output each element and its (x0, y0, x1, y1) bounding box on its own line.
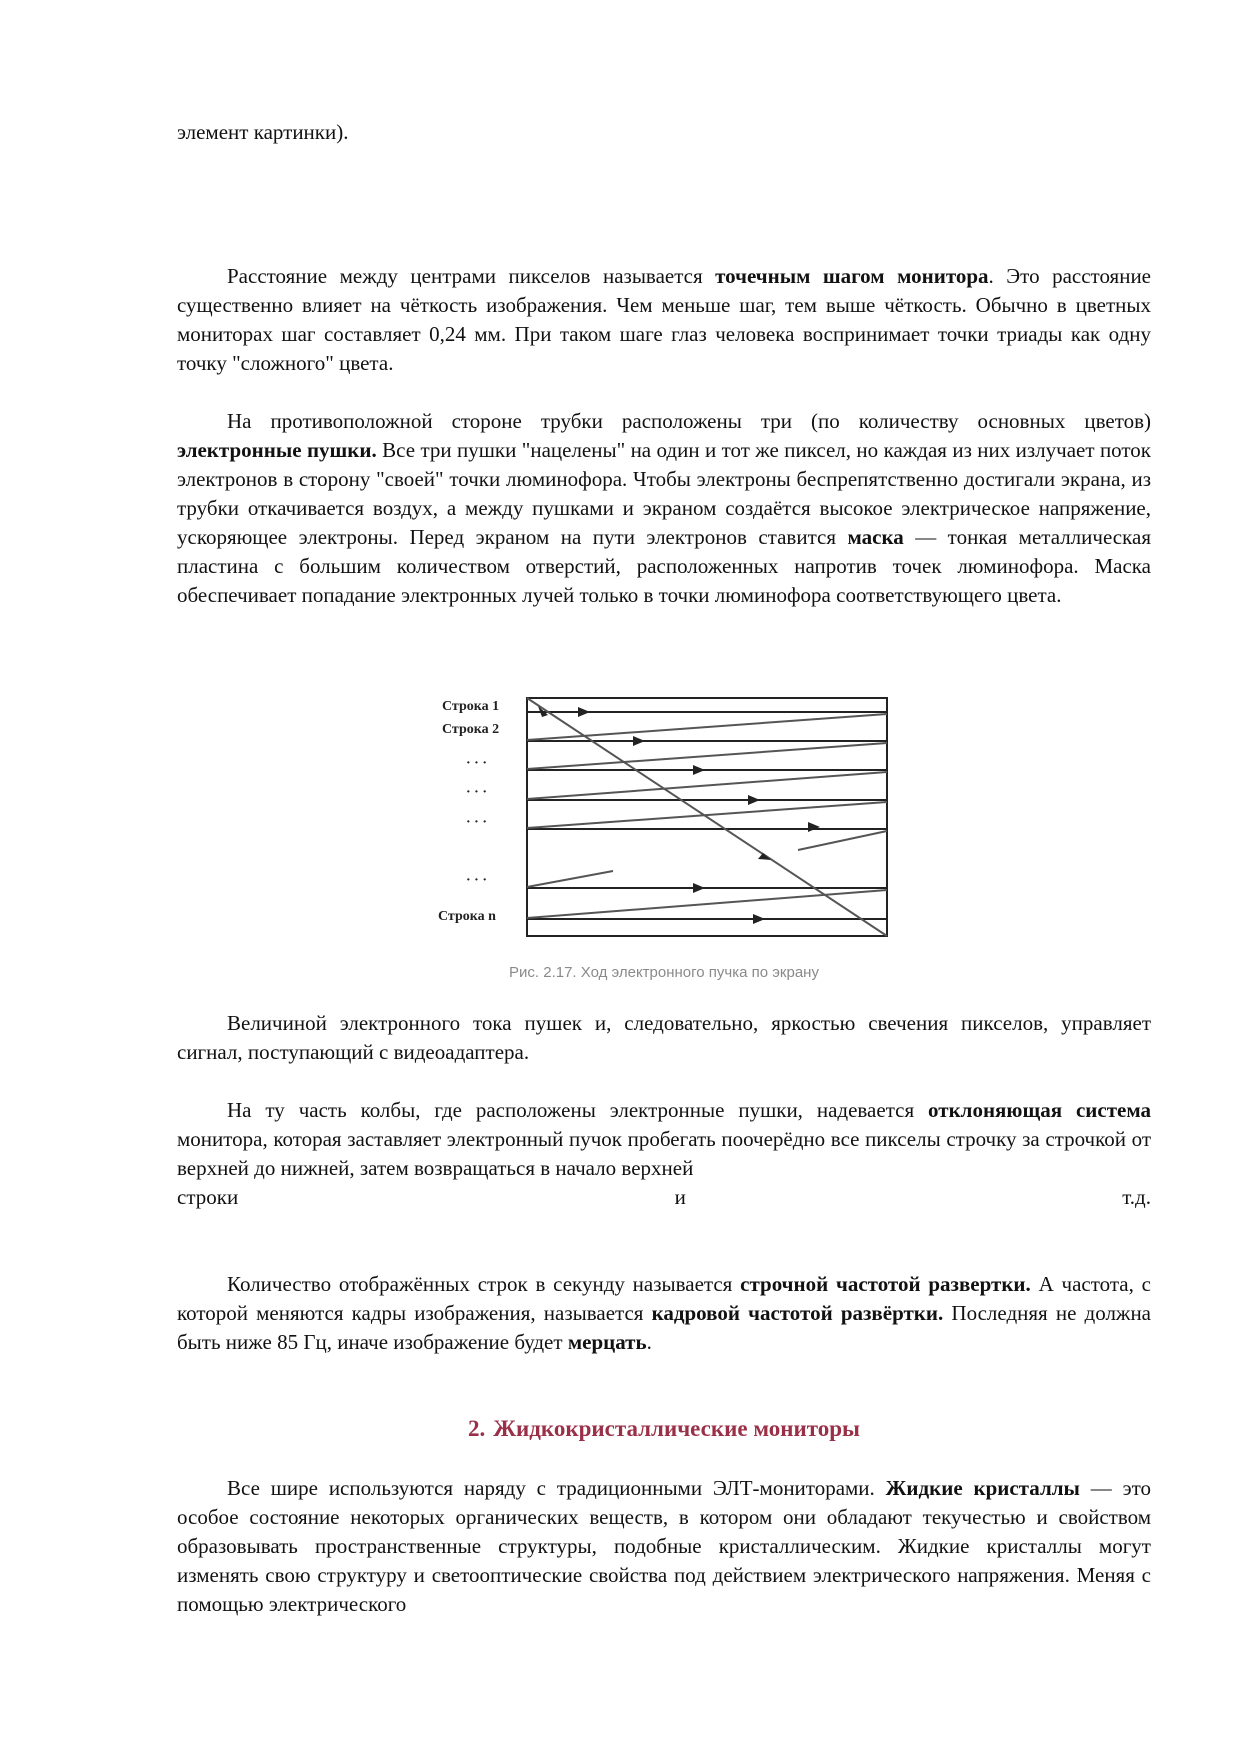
term-electron-guns: электронные пушки. (177, 438, 377, 462)
text-run: — это особое состояние некоторых органических веществ, в котором они обладают текучестью и свойством образовывать пространственные структуры, подобные кристаллическим. Жидкие кристаллы могут изменять свою структуру и светооптические свойства под действием электрического напряжения. Меняя с помощью электрического (177, 1476, 1152, 1616)
text-run: строки (177, 1185, 239, 1209)
retrace-line-6 (527, 871, 613, 887)
section-heading (177, 1414, 1151, 1443)
label-dots-1: · · · (466, 756, 488, 771)
label-row-2: Строка 2 (442, 722, 500, 737)
text-run: и (674, 1185, 686, 1209)
text-run: Последняя не должна быть ниже 85 Гц, иначе изображение будет (177, 1301, 1151, 1354)
retrace-line-3 (527, 772, 887, 799)
paragraph-text (177, 407, 1151, 610)
text-run: На противоположной стороне трубки расположены три (по количеству основных цветов) (227, 409, 1151, 433)
label-dots-4: · · · (466, 873, 488, 888)
term-frame-frequency: кадровой частотой развёртки. (651, 1301, 944, 1325)
paragraph-electron-guns (177, 407, 1151, 610)
arrow-icon (693, 883, 705, 893)
text-run: Все три пушки "нацелены" на один и тот же пиксел, но каждая из них излучает поток электронов в сторону "своей" точки люминофора. Чтобы электроны беспрепятственно достигали экрана, из трубки откачивается воздух, а между пушками и экраном создаётся высокое электрическое напряжение, ускоряющее электроны. Перед экраном на пути электронов ставится (177, 438, 1152, 549)
label-row-1: Строка 1 (442, 699, 500, 714)
retrace-line-7 (527, 890, 887, 918)
fragment-text: элемент картинки). (177, 120, 349, 144)
text-run: монитора, которая заставляет электронный пучок пробегать поочерёдно все пикселы строчку за строчкой от верхней до нижней, затем возвращаться в начало верхней (177, 1127, 1151, 1180)
term-line-frequency: строчной частотой развертки. (740, 1272, 1031, 1296)
frame-return-line (527, 698, 887, 936)
paragraph-text (177, 262, 1151, 378)
term-flicker: мерцать (567, 1330, 647, 1354)
term-mask: маска (847, 525, 904, 549)
arrow-icon (753, 914, 765, 924)
text-run: На ту часть колбы, где расположены электронные пушки, надевается (227, 1098, 929, 1122)
paragraph-last-line (177, 1183, 1151, 1212)
heading-number: 2. (468, 1416, 486, 1441)
text-run: Расстояние между центрами пикселов называется (227, 264, 716, 288)
term-dot-pitch: точечным шагом монитора (715, 264, 989, 288)
paragraph-text (177, 1096, 1151, 1183)
paragraph-liquid-crystals (177, 1474, 1151, 1619)
text-run: А частота, с которой меняются кадры изображения, называется (177, 1272, 1151, 1325)
term-deflection-system: отклоняющая система (928, 1098, 1151, 1122)
arrow-icon (633, 736, 645, 746)
paragraph-deflection-system (177, 1096, 1151, 1212)
arrow-icon (693, 765, 705, 775)
heading-text: Жидкокристаллические мониторы (493, 1416, 860, 1441)
paragraph-text (177, 1474, 1151, 1619)
term-liquid-crystals: Жидкие кристаллы (885, 1476, 1080, 1500)
figure-beam-scan (438, 690, 894, 940)
paragraph-text (177, 1270, 1151, 1357)
arrow-icon (808, 822, 820, 832)
arrow-icon (748, 795, 760, 805)
retrace-line-1 (527, 714, 887, 740)
label-dots-3: · · · (466, 815, 488, 830)
text-run: Количество отображённых строк в секунду называется (227, 1272, 741, 1296)
paragraph-beam-current (177, 1009, 1151, 1067)
label-row-n: Строка n (438, 909, 496, 924)
paragraph-dot-pitch (177, 262, 1151, 378)
paragraph-scan-frequency (177, 1270, 1151, 1357)
retrace-line-2 (527, 743, 887, 769)
label-dots-2: · · · (466, 785, 488, 800)
figure-caption: Рис. 2.17. Ход электронного пучка по экрану (509, 964, 819, 981)
arrow-icon (578, 707, 590, 717)
text-run: Все шире используются наряду с традиционными ЭЛТ-мониторами. (227, 1476, 886, 1500)
top-fragment (177, 118, 1151, 147)
text-run: — тонкая металлическая пластина с большим количеством отверстий, расположенных напротив точек люминофора. Маска обеспечивает попадание электронных лучей только в точки люминофора соответствующего цвета. (177, 525, 1151, 607)
retrace-line-4 (527, 802, 887, 828)
scan-diagram (438, 690, 894, 940)
paragraph-text: Величиной электронного тока пушек и, следовательно, яркостью свечения пикселов, управляет сигнал, поступающий с видеоадаптера. (177, 1011, 1151, 1064)
text-run: . (646, 1330, 652, 1354)
retrace-line-5 (798, 831, 887, 850)
text-run: . Это расстояние существенно влияет на чёткость изображения. Чем меньше шаг, тем выше чёткость. Обычно в цветных мониторах шаг составляет 0,24 мм. При таком шаге глаз человека воспринимает точки триады как одну точку "сложного" цвета. (177, 264, 1152, 375)
text-run: т.д. (1122, 1185, 1151, 1209)
